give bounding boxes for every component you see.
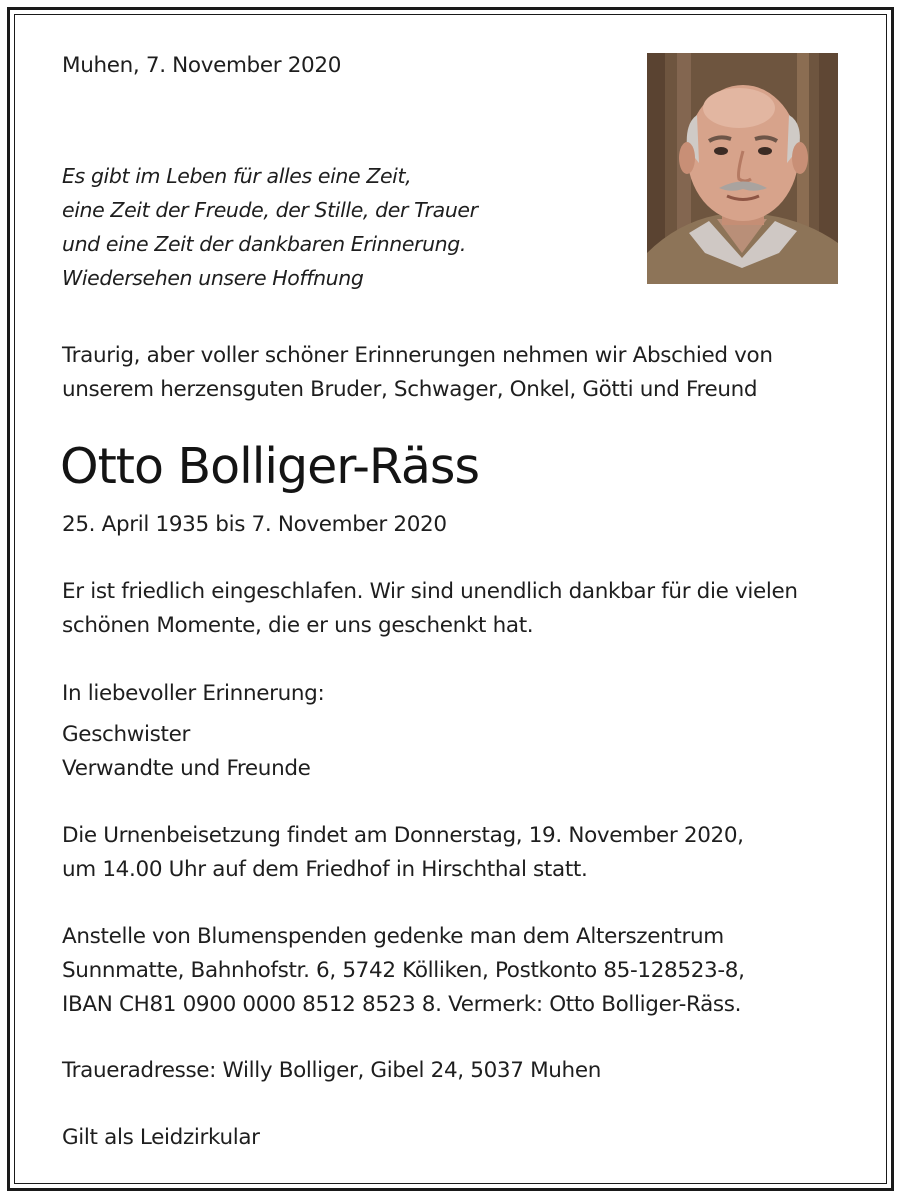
mourner-item: Geschwister	[62, 722, 190, 747]
intro-line: Traurig, aber voller schöner Erinnerungen nehmen wir Abschied von	[62, 343, 773, 368]
burial-info	[62, 819, 744, 887]
mourners-list	[62, 718, 311, 786]
place-date: Muhen, 7. November 2020	[62, 53, 342, 78]
donation-line: IBAN CH81 0900 0000 8512 8523 8. Vermerk: Otto Bolliger-Räss.	[62, 992, 742, 1017]
intro-line: unserem herzensguten Bruder, Schwager, Onkel, Götti und Freund	[62, 377, 758, 402]
burial-line: Die Urnenbeisetzung findet am Donnerstag, 19. November 2020,	[62, 823, 744, 848]
intro-text	[62, 339, 773, 407]
donation-line: Anstelle von Blumenspenden gedenke man dem Alterszentrum	[62, 924, 724, 949]
donation-line: Sunnmatte, Bahnhofstr. 6, 5742 Kölliken, Postkonto 85-128523-8,	[62, 958, 745, 983]
deceased-name: Otto Bolliger-Räss	[60, 438, 479, 495]
mourner-item: Verwandte und Freunde	[62, 756, 311, 781]
message-line: schönen Momente, die er uns geschenkt hat.	[62, 613, 534, 638]
poem-line: eine Zeit der Freude, der Stille, der Trauer	[62, 198, 478, 222]
circular-note: Gilt als Leidzirkular	[62, 1125, 260, 1150]
poem-line: Wiedersehen unsere Hoffnung	[62, 266, 364, 290]
donation-info	[62, 920, 745, 1022]
poem-line: und eine Zeit der dankbaren Erinnerung.	[62, 232, 466, 256]
poem	[62, 159, 478, 295]
message-line: Er ist friedlich eingeschlafen. Wir sind unendlich dankbar für die vielen	[62, 579, 798, 604]
portrait-illustration	[647, 53, 838, 284]
remembrance-heading: In liebevoller Erinnerung:	[62, 681, 325, 706]
life-dates: 25. April 1935 bis 7. November 2020	[62, 512, 447, 537]
burial-line: um 14.00 Uhr auf dem Friedhof in Hirschthal statt.	[62, 857, 588, 882]
mourning-address: Traueradresse: Willy Bolliger, Gibel 24, 5037 Muhen	[62, 1058, 601, 1083]
message-text	[62, 575, 798, 643]
poem-line: Es gibt im Leben für alles eine Zeit,	[62, 164, 412, 188]
portrait-photo	[647, 53, 838, 284]
